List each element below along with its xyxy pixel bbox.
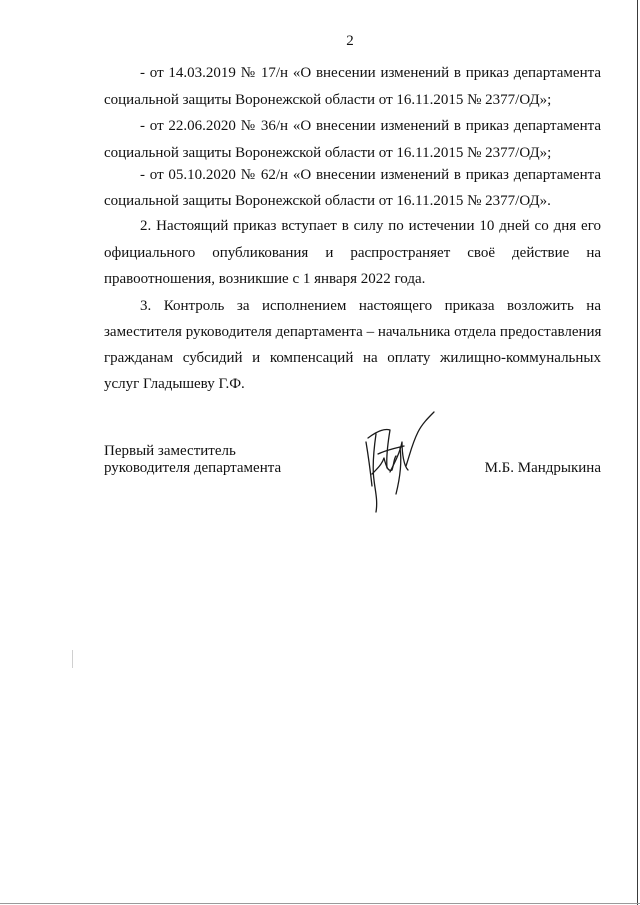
list-item-1-line-1: - от 14.03.2019 № 17/н «О внесении изменений в приказ департамента — [140, 65, 601, 81]
paragraph-3-line-2: заместителя руководителя департамента – начальника отдела предоставления — [104, 324, 602, 340]
list-item-2-line-2: социальной защиты Воронежской области от 16.11.2015 № 2377/ОД»; — [104, 145, 552, 161]
scan-edge-right — [637, 0, 638, 905]
page-number: 2 — [346, 33, 354, 49]
list-item-3-line-2: социальной защиты Воронежской области от 16.11.2015 № 2377/ОД». — [104, 193, 551, 209]
paragraph-2-line-1: 2. Настоящий приказ вступает в силу по истечении 10 дней со дня его — [140, 218, 601, 234]
scan-artifact — [72, 650, 73, 668]
list-item-2-line-1: - от 22.06.2020 № 36/н «О внесении изменений в приказ департамента — [140, 118, 601, 134]
list-item-3-line-1: - от 05.10.2020 № 62/н «О внесении изменений в приказ департамента — [140, 167, 601, 183]
scan-edge-bottom — [0, 903, 640, 904]
handwritten-signature — [356, 408, 438, 518]
signatory-name: М.Б. Мандрыкина — [484, 460, 601, 476]
paragraph-3-line-1: 3. Контроль за исполнением настоящего приказа возложить на — [140, 298, 601, 314]
list-item-1-line-2: социальной защиты Воронежской области от 16.11.2015 № 2377/ОД»; — [104, 92, 552, 108]
signatory-position-line-2: руководителя департамента — [104, 460, 282, 476]
paragraph-3-line-3: гражданам субсидий и компенсаций на оплату жилищно-коммунальных — [104, 350, 601, 366]
paragraph-2-line-2: официального опубликования и распространяет своё действие на — [104, 245, 601, 261]
paragraph-3-line-4: услуг Гладышеву Г.Ф. — [104, 376, 245, 392]
paragraph-2-line-3: правоотношения, возникшие с 1 января 2022 года. — [104, 271, 426, 287]
signatory-position-line-1: Первый заместитель — [104, 443, 236, 459]
